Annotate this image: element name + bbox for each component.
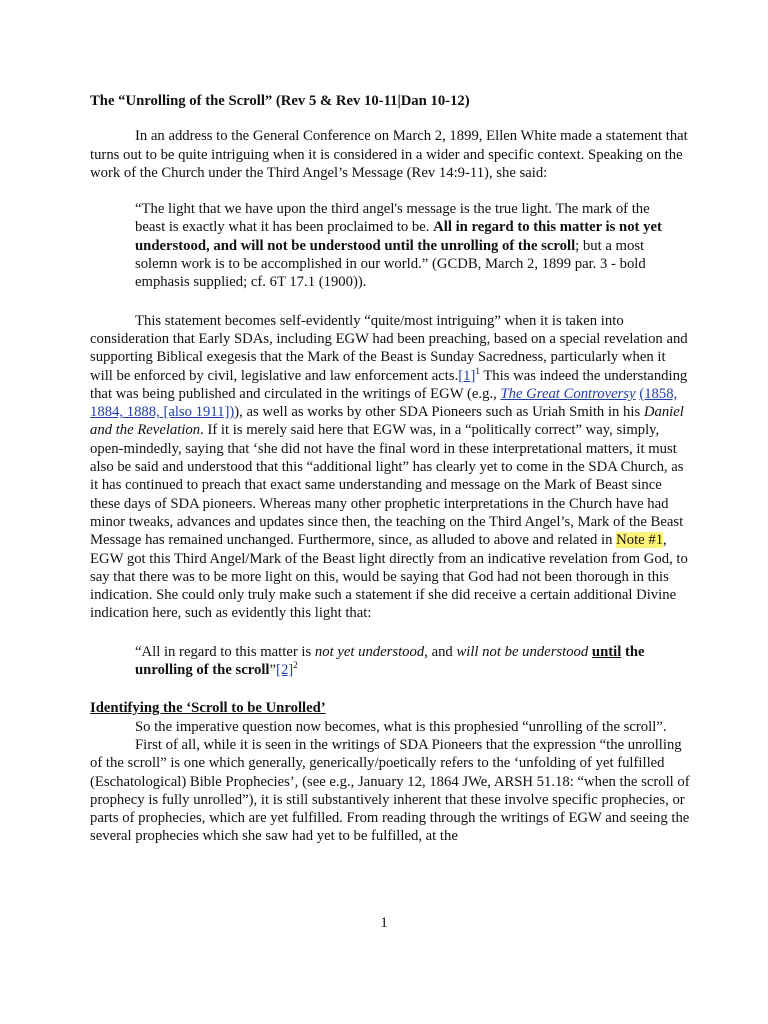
para2-text-d: . If it is merely said here that EGW was, in a “politically correct” way, simply, open-mindedly, saying that ‘she did not have the final word in these interpretational matters, it must also be said and understood that this “additional light” has clearly yet to come in the SDA Church, as it has continued to preach that exact same understanding and message on the Mark of Beast since these days of SDA pioneers. Whereas many other prophetic interpretations in the Church have had minor tweaks, advances and updates since then, the teaching on the Third Angel’s, Mark of the Beast Message has remained unchanged. Furthermore, since, as alluded to above and related in [90,422,684,549]
body-paragraph-3: So the imperative question now becomes, what is this prophesied “unrolling of the scroll”. [135,718,667,735]
quote2-text-b: , and [424,643,457,660]
daniel-revelation-title: Daniel and the Revelation [90,404,684,439]
para2-text-e: , EGW got this Third Angel/Mark of the Beast light directly from an indicative revelation from God, to say that there was to be more light on this, would be saying that God had not been thorough in this indication. She could only truly make such a statement if she did receive a certain additional Divine indication here, such as evidently this light that: [90,532,688,622]
quote2-text-a: “All in regard to this matter is [135,643,315,660]
body-paragraph-2 [90,312,690,623]
para2-text-c: ), as well as works by other SDA Pioneers such as Uriah Smith in his [234,404,644,421]
quote2-until: until [591,643,622,660]
intro-paragraph: In an address to the General Conference on March 2, 1899, Ellen White made a statement that turns out to be quite intriguing when it is considered in a wider and specific context. Speaking on the work of the Church under the Third Angel’s Message (Rev 14:9-11), she said: [90,128,688,181]
block-quote-1 [135,200,680,291]
quote2-italic-1: not yet understood [314,643,425,660]
editions-link[interactable]: (1858, 1884, 1888, [also 1911]) [90,385,678,421]
footnote-marker-1: 1 [475,365,480,376]
para2-text-a: This statement becomes self-evidently “quite/most intriguing” when it is taken into consideration that Early SDAs, including EGW had been preaching, based on a special revelation and supporting Biblical exegesis that the Mark of the Beast is Sunday Sacredness, particularly when it will be enforced by civil, legislative and law enforcement acts. [90,312,688,384]
note-1-highlight: Note #1 [616,532,664,549]
para2-text-b: This was indeed the understanding that was being published and circulated in the writings of EGW (e.g., [90,367,688,402]
quote2-close-quote: ” [269,662,277,679]
great-controversy-title: The Great Controversy [500,385,636,402]
quote1-text-start: “The light that we have upon the third angel's message is the true light. The mark of the beast is exactly what it has been proclaimed to be. [135,201,650,236]
quote2-italic-2: will not be understood [456,643,589,660]
quote1-bold-emphasis: All in regard to this matter is not yet understood, and will not be understood until the unrolling of the scroll [135,219,662,254]
footnote-marker-2: 2 [293,660,298,671]
body-paragraph-4: First of all, while it is seen in the writings of SDA Pioneers that the expression “the unrolling of the scroll” is one which generally, generically/poetically refers to the ‘unfolding of yet fulfilled (Eschatological) Bible Prophecies’, (see e.g., January 12, 1864 JWe, ARSH 51.18: “when the scroll of prophecy is fully unrolled”), it is still substantively inherent that these involve specific prophecies, or parts of prophecies, which are yet fulfilled. From reading through the writings of EGW and seeing the several prophecies which she saw had yet to be fulfilled, at the [90,736,690,845]
block-quote-2 [135,643,680,680]
section-heading: Identifying the ‘Scroll to be Unrolled’ [90,700,326,717]
quote1-text-end: ; but a most solemn work is to be accomplished in our world.” (GCDB, March 2, 1899 par. 3 - bold emphasis supplied; cf. 6T 17.1 (1900)). [135,237,646,291]
footnote-link-2[interactable]: [2] [276,662,294,679]
document-page [90,92,690,846]
document-title: The “Unrolling of the Scroll” (Rev 5 & Rev 10-11|Dan 10-12) [90,93,470,109]
footnote-link-1[interactable]: [1] [458,367,476,384]
quote2-bold-end: the unrolling of the scroll [135,643,645,679]
great-controversy-link[interactable] [500,386,635,402]
page-number: 1 [380,915,388,931]
